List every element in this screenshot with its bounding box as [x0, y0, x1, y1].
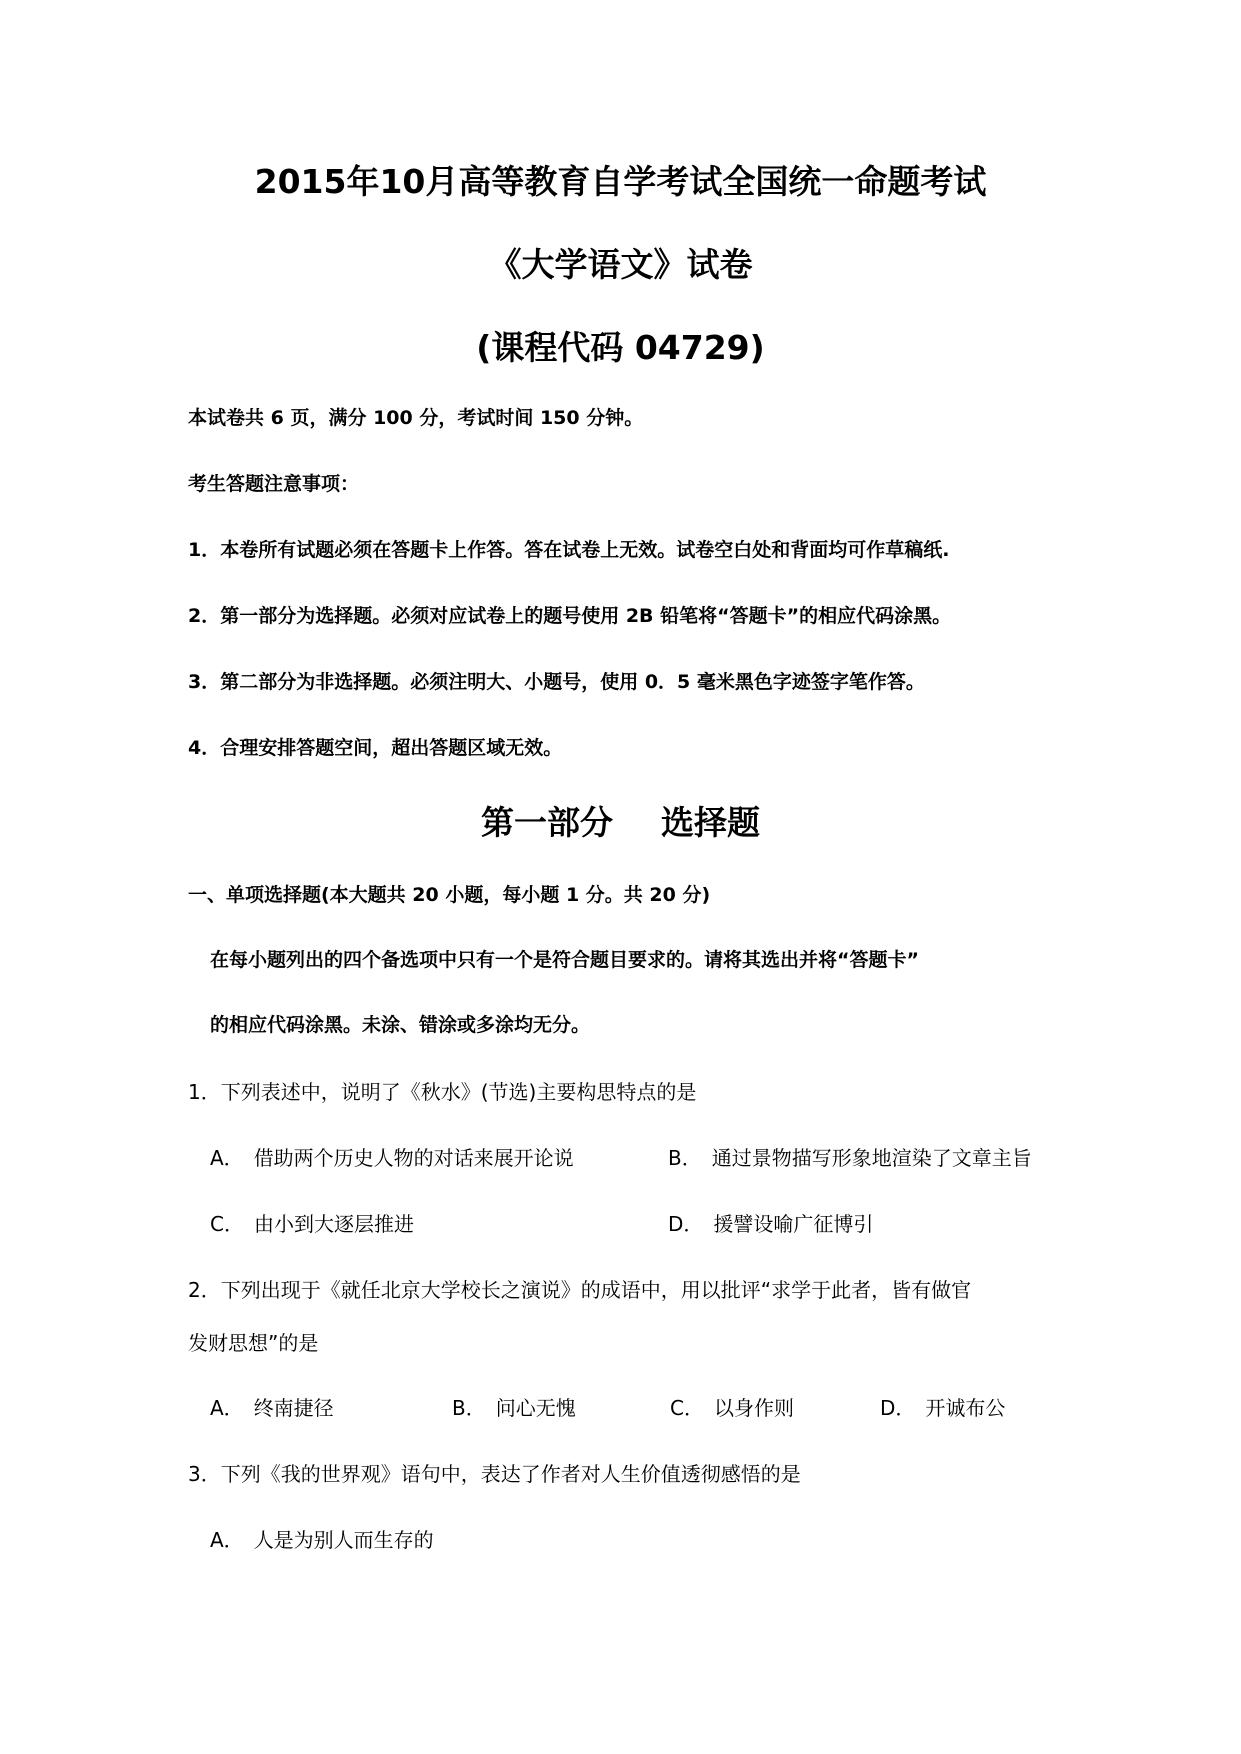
option-c	[210, 1214, 414, 1234]
exam-subject-title: 《大学语文》试卷	[488, 245, 753, 284]
option-b	[452, 1398, 576, 1418]
option-text: 由小到大逐层推进	[253, 1212, 414, 1236]
section-heading: 一、单项选择题(本大题共 20 小题，每小题 1 分。共 20 分)	[188, 884, 711, 906]
section-instruction: 在每小题列出的四个备选项中只有一个是符合题目要求的。请将其选出并将“答题卡”	[210, 949, 919, 971]
part-name: 选择题	[661, 803, 760, 842]
exam-summary: 本试卷共 6 页，满分 100 分，考试时间 150 分钟。	[188, 407, 644, 429]
option-text: 以身作则	[713, 1396, 794, 1420]
option-text: 援譬设喻广征博引	[713, 1212, 874, 1236]
option-c	[670, 1398, 794, 1418]
option-a	[210, 1398, 334, 1418]
question-stem: 3．下列《我的世界观》语句中，表达了作者对人生价值透彻感悟的是	[188, 1462, 801, 1486]
option-b	[668, 1148, 1032, 1168]
option-text: 终南捷径	[253, 1396, 334, 1420]
question-stem-continued: 发财思想”的是	[188, 1331, 319, 1355]
option-letter: A．	[210, 1146, 244, 1170]
note-item: 2．第一部分为选择题。必须对应试卷上的题号使用 2B 铅笔将“答题卡”的相应代码涂黑。	[188, 605, 952, 627]
question-stem: 2．下列出现于《就任北京大学校长之演说》的成语中，用以批评“求学于此者，皆有做官	[188, 1278, 972, 1302]
section-instruction: 的相应代码涂黑。未涂、错涂或多涂均无分。	[210, 1014, 591, 1036]
option-text: 通过景物描写形象地渲染了文章主旨	[711, 1146, 1032, 1170]
notes-heading: 考生答题注意事项：	[188, 473, 360, 495]
note-item: 1．本卷所有试题必须在答题卡上作答。答在试卷上无效。试卷空白处和背面均可作草稿纸.	[188, 539, 950, 561]
option-letter: D．	[668, 1212, 704, 1236]
option-letter: C．	[670, 1396, 704, 1420]
exam-title: 2015年10月高等教育自学考试全国统一命题考试	[254, 162, 987, 201]
note-item: 4．合理安排答题空间，超出答题区域无效。	[188, 737, 563, 759]
option-text: 借助两个历史人物的对话来展开论说	[253, 1146, 574, 1170]
option-letter: A．	[210, 1396, 244, 1420]
option-text: 开诚布公	[925, 1396, 1006, 1420]
option-letter: B．	[452, 1396, 486, 1420]
question-stem: 1．下列表述中，说明了《秋水》(节选)主要构思特点的是	[188, 1080, 697, 1104]
course-code: (课程代码 04729)	[476, 328, 765, 367]
part-heading	[0, 803, 1241, 842]
note-item: 3．第二部分为非选择题。必须注明大、小题号，使用 0．5 毫米黑色字迹签字笔作答。	[188, 671, 925, 693]
option-a	[210, 1148, 574, 1168]
option-d	[668, 1214, 873, 1234]
option-d	[880, 1398, 1005, 1418]
option-letter: A．	[210, 1528, 244, 1552]
option-a	[210, 1530, 434, 1550]
option-letter: C．	[210, 1212, 244, 1236]
option-letter: B．	[668, 1146, 702, 1170]
part-label: 第一部分	[481, 803, 613, 842]
option-text: 人是为别人而生存的	[253, 1528, 434, 1552]
option-letter: D．	[880, 1396, 916, 1420]
option-text: 问心无愧	[495, 1396, 576, 1420]
